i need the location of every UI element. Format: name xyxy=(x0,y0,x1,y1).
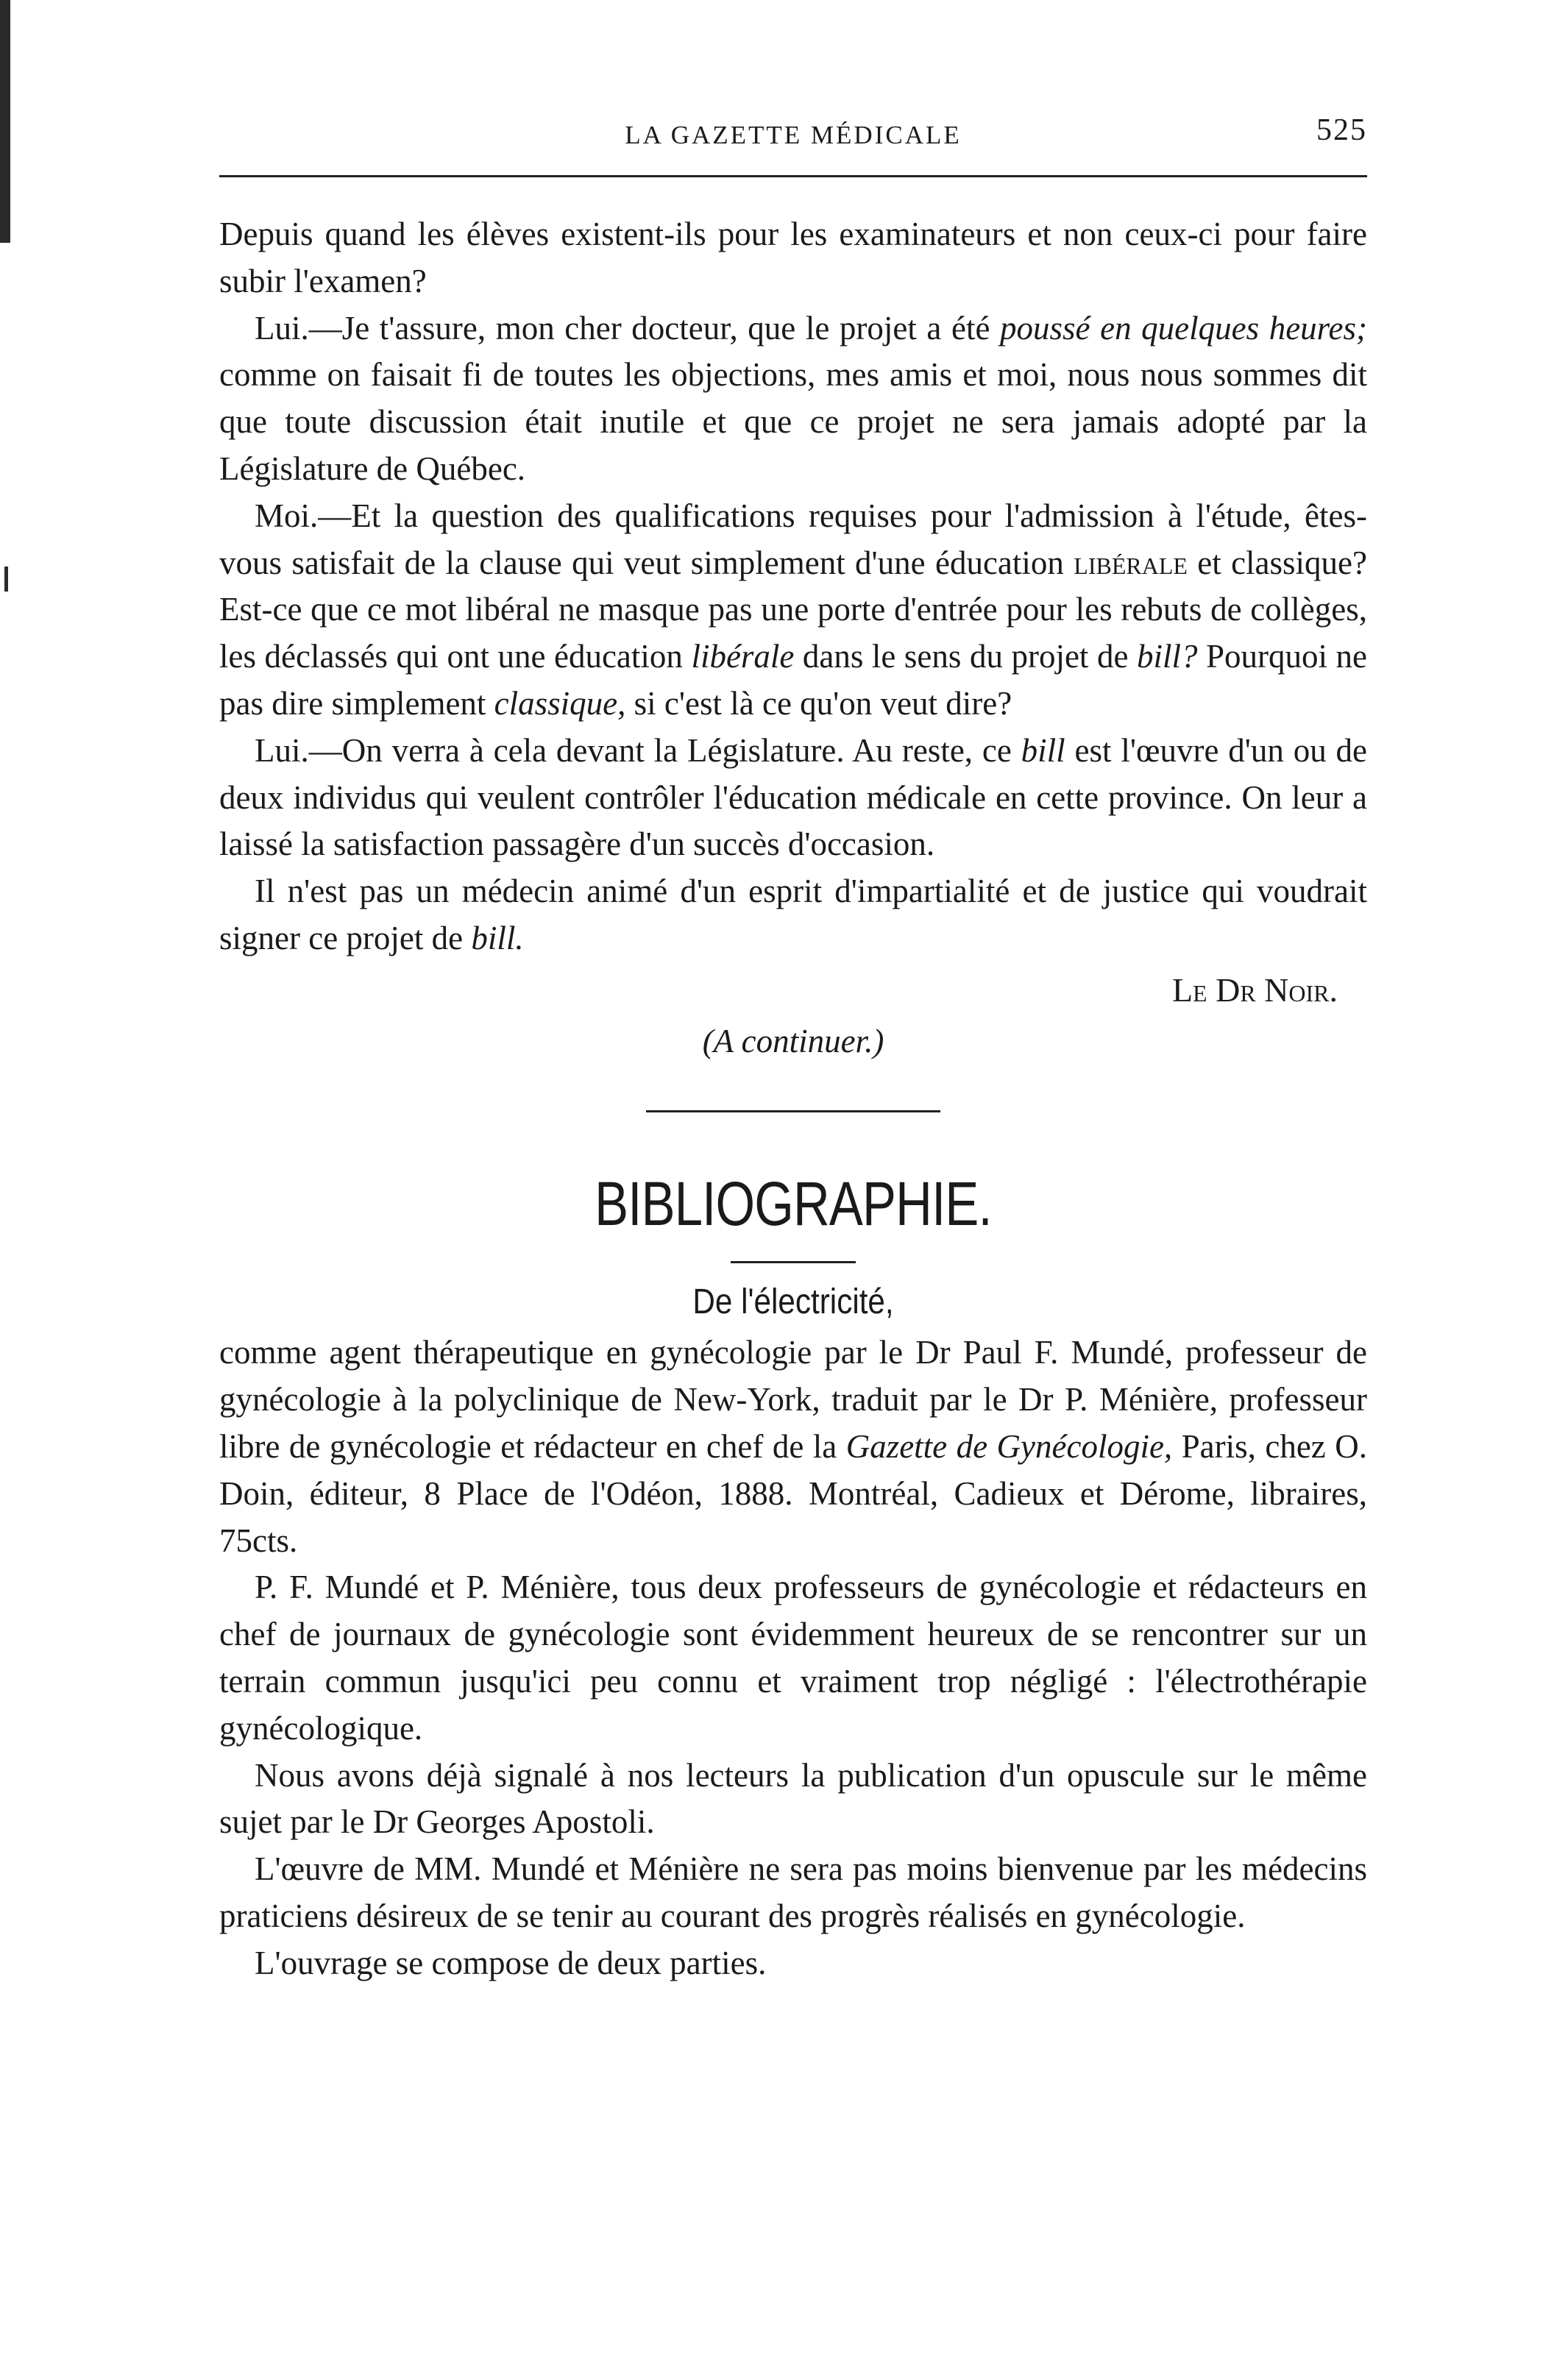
paragraph xyxy=(219,1329,1367,1564)
section-rule xyxy=(646,1110,940,1112)
title-rule xyxy=(731,1261,856,1263)
text-run: si c'est là ce qu'on veut dire? xyxy=(625,684,1012,722)
italic-text: Gazette de Gynécologie, xyxy=(845,1427,1173,1465)
header-rule xyxy=(219,175,1367,177)
paragraph xyxy=(219,305,1367,493)
text-run: Lui.—On verra à cela devant la Législature. Au reste, ce xyxy=(255,731,1021,769)
author-signature: Le Dr Noir. xyxy=(1171,970,1338,1009)
text-run: dans le sens du projet de xyxy=(794,638,1137,675)
text-run: Il n'est pas un médecin animé d'un esprit d'impartialité et de justice qui voudrait signer ce projet de xyxy=(219,873,1367,956)
text-run: Pourquoi ne pas dire simplement xyxy=(219,638,1367,722)
italic-text: bill. xyxy=(471,919,524,956)
italic-text: bill? xyxy=(1136,638,1198,675)
italic-text: libérale xyxy=(691,638,795,675)
italic-text: bill xyxy=(1021,731,1065,769)
text-run: comme on faisait fi de toutes les objections, mes amis et moi, nous nous sommes dit que toute discussion était inutile et que ce projet ne sera jamais adopté par la Législature de Québec. xyxy=(219,356,1367,487)
continued-note: (A continuer.) xyxy=(702,1022,884,1059)
paragraph: Depuis quand les élèves existent-ils pour les examinateurs et non ceux-ci pour faire subir l'examen? xyxy=(219,216,1367,299)
paragraph xyxy=(219,493,1367,728)
binding-edge-mark xyxy=(0,0,10,243)
text-run: est l'œuvre d'un ou de deux individus qui veulent contrôler l'éducation médicale en cette province. On leur a laissé la satisfaction passagère d'un succès d'occasion. xyxy=(219,731,1368,863)
binding-edge-mark-small xyxy=(4,567,8,592)
small-caps-text: libérale xyxy=(1074,544,1188,581)
subsection-title: De l'électricité, xyxy=(692,1282,894,1322)
page-number: 525 xyxy=(1316,113,1367,147)
paragraph: L'ouvrage se compose de deux parties. xyxy=(255,1944,767,1981)
running-title: LA GAZETTE MÉDICALE xyxy=(625,121,962,149)
section-title: BIBLIOGRAPHIE. xyxy=(595,1169,992,1239)
text-run: Lui.—Je t'assure, mon cher docteur, que le projet a été xyxy=(255,309,1001,347)
text-run: Paris, chez O. Doin, éditeur, 8 Place de l'Odéon, 1888. Montréal, Cadieux et Dérome, libraires, 75cts. xyxy=(219,1427,1367,1559)
text-run: comme agent thérapeutique en gynécologie par le Dr Paul F. Mundé, professeur de gynécologie à la polyclinique de New-York, traduit par le Dr P. Ménière, professeur libre de gynécologie et rédacteur en chef de la xyxy=(219,1334,1367,1465)
italic-text: classique, xyxy=(494,684,626,722)
italic-text: poussé en quelques heures; xyxy=(1000,309,1367,347)
text-run: et classique? Est-ce que ce mot libéral ne masque pas une porte d'entrée pour les rebuts de collèges, les déclassés qui ont une éducation xyxy=(219,544,1367,675)
paragraph: Nous avons déjà signalé à nos lecteurs la publication d'un opuscule sur le même sujet par le Dr Georges Apostoli. xyxy=(219,1756,1367,1841)
paragraph xyxy=(219,868,1367,962)
text-run: Moi.—Et la question des qualifications requises pour l'admission à l'étude, êtes-vous satisfait de la clause qui veut simplement d'une éducation xyxy=(219,497,1367,581)
paragraph xyxy=(219,728,1367,868)
paragraph: L'œuvre de MM. Mundé et Ménière ne sera pas moins bienvenue par les médecins praticiens désireux de se tenir au courant des progrès réalisés en gynécologie. xyxy=(219,1850,1367,1934)
page xyxy=(219,103,1367,1987)
running-head xyxy=(219,103,1367,162)
paragraph: P. F. Mundé et P. Ménière, tous deux professeurs de gynécologie et rédacteurs en chef de journaux de gynécologie sont évidemment heureux de se rencontrer sur un terrain commun jusqu'ici peu connu et vraiment trop négligé : l'électrothérapie gynécologique. xyxy=(219,1569,1367,1747)
